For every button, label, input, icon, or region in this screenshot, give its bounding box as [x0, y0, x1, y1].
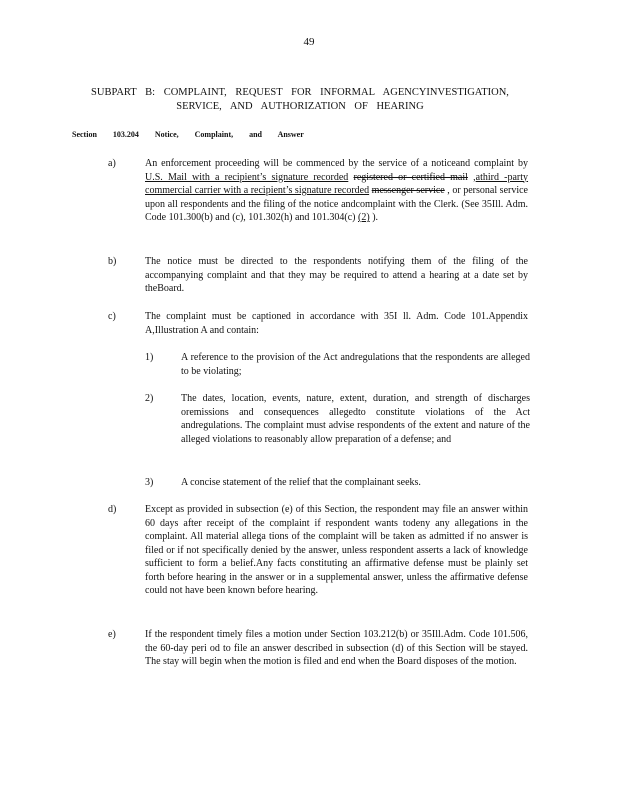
paragraph-text: If the respondent timely files a motion under Section 103.212(b) or 35Ill.Adm. Code 101.506, the 60-day peri od to file an answer described in subsection (d) of this Section will be stayed. The stay will begin when the motion is filed and end when the Board disposes of the motion. — [145, 629, 528, 667]
subparagraph-c2 — [145, 392, 530, 446]
subparagraph-label: 3) — [145, 477, 154, 488]
section-title: Notice, Complaint, and Answer — [154, 130, 304, 139]
paragraph-c — [108, 310, 528, 337]
text-run: ). — [369, 212, 379, 223]
paragraph-text: The notice must be directed to the respondents notifying them of the filing of the accompanying complaint and that they may be required to attend a hearing at a date set by theBoard. — [145, 256, 528, 294]
paragraph-label: c) — [108, 311, 116, 322]
paragraph-label: a) — [108, 158, 116, 169]
subparagraph-c3 — [145, 476, 530, 490]
subparagraph-text: The dates, location, events, nature, extent, duration, and strength of discharges oremissions and consequences allegedto constitute violations of the Act andregulations. The complaint must advise respondents of the extent and nature of the alleged violations to reasonably allow preparation of a defense; and — [181, 393, 530, 445]
subparagraph-label: 1) — [145, 352, 154, 363]
deleted-text: messenger service — [371, 185, 445, 196]
paragraph-text: The complaint must be captioned in accordance with 35I ll. Adm. Code 101.Appendix A,Illustration A and contain: — [145, 311, 528, 336]
paragraph-e — [108, 628, 528, 669]
subpart-heading-line2: SERVICE, AND AUTHORIZATION OF HEARING — [176, 101, 424, 112]
paragraph-label: d) — [108, 504, 117, 515]
paragraph-d — [108, 503, 528, 598]
text-run: An enforcement proceeding will be commenced by the service of a noticeand complaint by — [145, 158, 528, 169]
inserted-text: athird -party commercial carrier with a recipient’s signature recorded — [145, 171, 529, 196]
deleted-text: registered or certified mail — [353, 171, 468, 183]
text-run: , or personal service upon all respondents and the filing of the notice andcomplaint with the Clerk. (See 35Ill. Adm. Code 101.300(b) and (c), 101.302(h) and 101.304(c) — [145, 185, 528, 223]
section-label: Section — [72, 130, 97, 139]
subpart-heading-line1: SUBPART B: COMPLAINT, REQUEST FOR INFORMAL AGENCYINVESTIGATION, — [91, 87, 509, 98]
page-number: 49 — [303, 36, 315, 48]
subpart-heading — [80, 86, 520, 114]
subparagraph-c1 — [145, 351, 530, 378]
paragraph-b — [108, 255, 528, 296]
paragraph-text: Except as provided in subsection (e) of this Section, the respondent may file an answer within 60 days after receipt of the complaint if respondent wants todeny any allegations in the complaint. All material allega tions of the complaint will be taken as admitted if no answer is filed or if not specifically denied by the answer, unless respondent asserts a lack of knowledge sufficient to form a belief.Any facts constituting an affirmative defense must be plainly set forth before hearing in the answer or in a supplemental answer, unless the affirmative defense could not have been known before hearing. — [145, 504, 528, 596]
paragraph-label: b) — [108, 256, 117, 267]
subparagraph-label: 2) — [145, 393, 154, 404]
text-run: , — [467, 171, 476, 183]
inserted-text: (2) — [358, 212, 370, 223]
paragraph-a — [108, 157, 528, 225]
paragraph-text — [145, 157, 528, 225]
paragraph-label: e) — [108, 629, 116, 640]
inserted-text: U.S. Mail with a recipient’s signature recorded — [145, 171, 349, 183]
section-heading — [72, 130, 304, 139]
subparagraph-text: A reference to the provision of the Act andregulations that the respondents are alleged to be violating; — [181, 352, 530, 377]
section-number: 103.204 — [112, 130, 139, 139]
subparagraph-text: A concise statement of the relief that the complainant seeks. — [181, 477, 421, 488]
